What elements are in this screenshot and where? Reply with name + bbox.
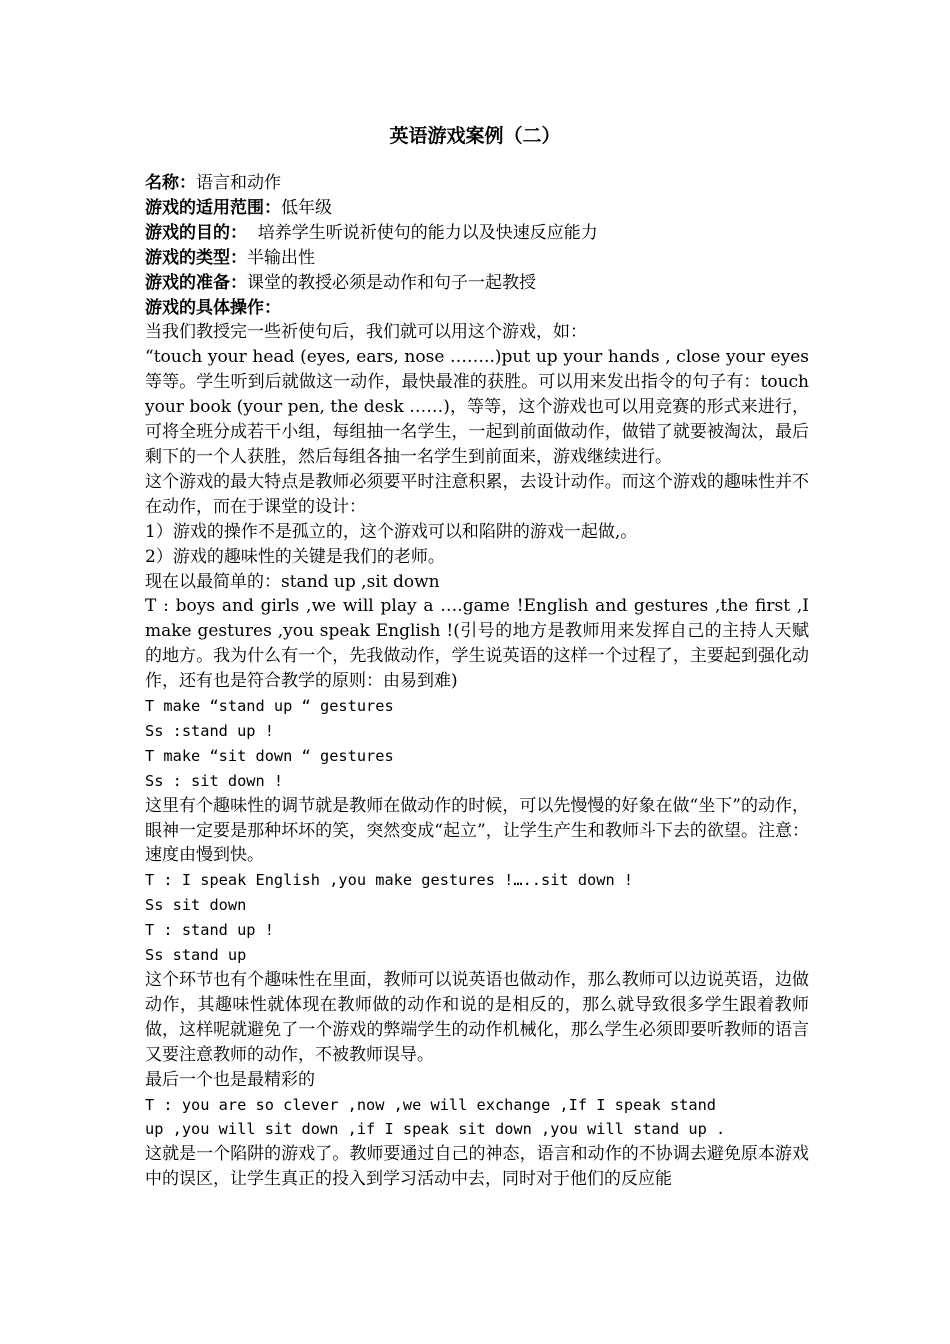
field-value: 半输出性 <box>247 247 315 268</box>
field-goal <box>145 221 809 246</box>
field-label: 游戏的类型： <box>145 247 247 268</box>
dialogue-line: T make “sit down “ gestures <box>145 746 394 765</box>
field-ops <box>145 296 809 321</box>
paragraph-reverse: 这个环节也有个趣味性在里面，教师可以说英语也做动作，那么教师可以边说英语，边做动作，其趣味性就体现在教师做的动作和说的是相反的，那么就导致很多学生跟着教师做，这样呢就避免了一个游戏的弊端学生的动作机械化，那么学生必须即要听教师的语言又要注意教师的动作，不被教师误导。 <box>145 970 809 1065</box>
dialogue-line: T : you are so clever ,now ,we will exchange ,If I speak stand <box>145 1095 716 1114</box>
dialogue-line: T : I speak English ,you make gestures !…..sit down ! <box>145 871 634 890</box>
paragraph-feature: 这个游戏的最大特点是教师必须要平时注意积累，去设计动作。而这个游戏的趣味性并不在动作，而在于课堂的设计： <box>145 471 809 517</box>
field-label: 游戏的具体操作： <box>145 297 281 318</box>
field-type <box>145 246 809 271</box>
field-label: 游戏的准备： <box>145 272 247 293</box>
paragraph-intro: 当我们教授完一些祈使句后，我们就可以用这个游戏，如： <box>145 322 587 343</box>
field-value: 语言和动作 <box>196 173 281 193</box>
paragraph-last: 最后一个也是最精彩的 <box>145 1069 315 1090</box>
dialogue-line: T make “stand up “ gestures <box>145 697 394 716</box>
field-name <box>145 171 809 196</box>
field-prep <box>145 271 809 296</box>
field-value: 培养学生听说祈使句的能力以及快速反应能力 <box>247 222 598 243</box>
field-scope <box>145 196 809 221</box>
paragraph-trap: 这就是一个陷阱的游戏了。教师要通过自己的神态，语言和动作的不协调去避免原本游戏中的误区，让学生真正的投入到学习活动中去，同时对于他们的反应能 <box>145 1144 809 1190</box>
paragraph-tip: 这里有个趣味性的调节就是教师在做动作的时候，可以先慢慢的好象在做“坐下”的动作，眼神一定要是那种坏坏的笑，突然变成“起立”，让学生产生和教师斗下去的欲望。注意：速度由慢到快。 <box>145 795 809 866</box>
paragraph-example-intro: 现在以最简单的：stand up ,sit down <box>145 571 440 592</box>
dialogue-line: Ss :stand up ! <box>145 721 274 740</box>
field-value: 低年级 <box>281 197 332 218</box>
field-value: 课堂的教授必须是动作和句子一起教授 <box>247 272 536 293</box>
paragraph-teacher-intro: T : boys and girls ,we will play a ….game !English and gestures ,the first ,I make gestures ,you speak English !(引号的地方是教师用来发挥自己的主持人天赋的地方。我为什么有一个，先我做动作，学生说英语的这样一个过程了，主要起到强化动作，还有也是符合教学的原则：由易到难) <box>145 596 809 692</box>
dialogue-line: Ss : sit down ! <box>145 771 284 790</box>
field-label: 游戏的目的： <box>145 222 247 243</box>
field-label: 游戏的适用范围： <box>145 197 281 218</box>
list-item: 2）游戏的趣味性的关键是我们的老师。 <box>145 546 445 567</box>
dialogue-line: T : stand up ! <box>145 921 274 940</box>
list-item: 1）游戏的操作不是孤立的，这个游戏可以和陷阱的游戏一起做,。 <box>145 521 638 542</box>
paragraph-commands: “touch your head (eyes, ears, nose ……..)put up your hands , close your eyes 等等。学生听到后就做这一动作，最快最准的获胜。可以用来发出指令的句子有：touch your book (your pen, the desk ……)，等等，这个游戏也可以用竞赛的形式来进行，可将全班分成若干小组，每组抽一名学生，一起到前面做动作，做错了就要被淘汰，最后剩下的一个人获胜，然后每组各抽一名学生到前面来，游戏继续进行。 <box>145 347 809 467</box>
dialogue-line: up ,you will sit down ,if I speak sit down ,you will stand up . <box>145 1120 726 1139</box>
document-body <box>145 171 809 1192</box>
dialogue-line: Ss stand up <box>145 946 247 965</box>
document-title: 英语游戏案例（二） <box>389 125 561 147</box>
field-label: 名称： <box>145 173 196 193</box>
dialogue-line: Ss sit down <box>145 896 247 915</box>
